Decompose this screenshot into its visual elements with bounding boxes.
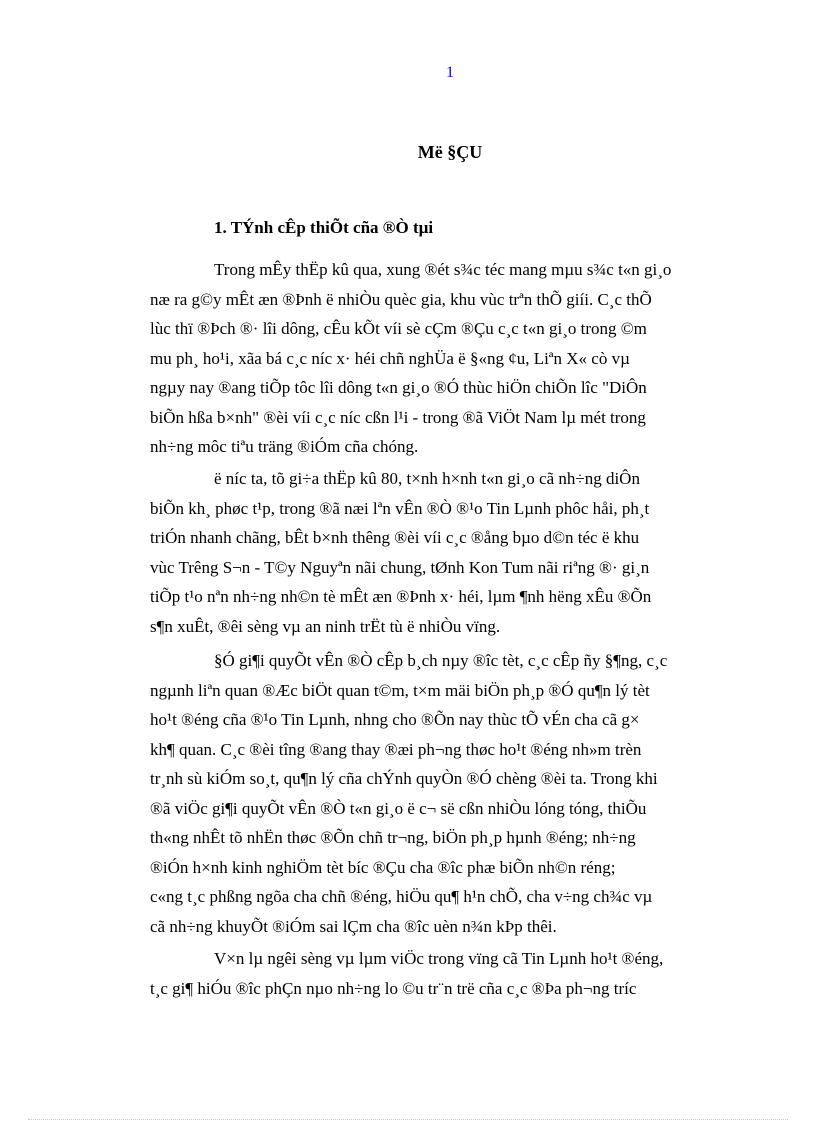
paragraph-line: c«ng t¸c phßng ngõa cha chñ ®éng, hiÖu qu¶ h¹n chÕ, cha v÷ng ch¾c vµ <box>150 887 653 906</box>
paragraph <box>150 255 740 462</box>
footer-divider <box>28 1119 788 1120</box>
paragraph-line: tiÕp t¹o nªn nh÷ng nh©n tè mÊt æn ®Þnh x· héi, lµm ¶nh hëng xÊu ®Õn <box>150 587 652 606</box>
paragraph <box>150 646 740 941</box>
paragraph-line: vùc Trêng S¬n - T©y Nguyªn nãi chung, tØnh Kon Tum nãi riªng ®· gi¸n <box>150 557 650 577</box>
paragraph-line: §Ó gi¶i quyÕt vÊn ®Ò cÊp b¸ch nµy ®îc tèt, c¸c cÊp ñy §¶ng, c¸c <box>214 651 668 670</box>
paragraph-line: ngµy nay ®ang tiÕp tôc lîi dông t«n gi¸o ®Ó thùc hiÖn chiÕn lîc "DiÔn <box>150 378 647 397</box>
paragraph-line: t¸c gi¶ hiÓu ®îc phÇn nµo nh÷ng lo ©u tr¨n trë cña c¸c ®Þa ph¬ng tríc <box>150 978 637 998</box>
paragraph-line: triÓn nhanh chãng, bÊt b×nh thêng ®èi víi c¸c ®ång bµo d©n téc ë khu <box>150 528 640 547</box>
paragraph-line: ®iÓn h×nh kinh nghiÖm tèt bíc ®Çu cha ®îc phæ biÕn nh©n réng; <box>150 857 616 877</box>
paragraph-line: cã nh÷ng khuyÕt ®iÓm sai lÇm cha ®îc uèn n¾n kÞp thêi. <box>150 916 557 936</box>
paragraph-line: th«ng nhÊt tõ nhËn thøc ®Õn chñ tr¬ng, biÖn ph¸p hµnh ®éng; nh÷ng <box>150 828 636 847</box>
paragraph-line: ho¹t ®éng cña ®¹o Tin Lµnh, nhng cho ®Õn nay thùc tÕ vÉn cha cã g× <box>150 710 640 729</box>
paragraph-line: nh÷ng môc tiªu träng ®iÓm cña chóng. <box>150 437 419 456</box>
paragraph-line: ngµnh liªn quan ®Æc biÖt quan t©m, t×m mäi biÖn ph¸p ®Ó qu¶n lý tèt <box>150 680 650 700</box>
section-title: 1. TÝnh cÊp thiÕt cña ®Ò tµi <box>214 218 434 237</box>
paragraph-line: s¶n xuÊt, ®êi sèng vµ an ninh trËt tù ë nhiÒu vïng. <box>150 616 501 636</box>
paragraph-line: biÕn kh¸ phøc t¹p, trong ®ã næi lªn vÊn ®Ò ®¹o Tin Lµnh phôc håi, ph¸t <box>150 498 650 518</box>
paragraph-line: tr¸nh sù kiÓm so¸t, qu¶n lý cña chÝnh quyÒn ®Ó chèng ®èi ta. Trong khi <box>150 769 658 788</box>
paragraph-line: næ ra g©y mÊt æn ®Þnh ë nhiÒu quèc gia, khu vùc trªn thÕ giíi. C¸c thÕ <box>150 289 652 309</box>
paragraph-line: kh¶ quan. C¸c ®èi tîng ®ang thay ®æi ph¬ng thøc ho¹t ®éng nh»m trèn <box>150 739 642 759</box>
paragraph-line: V×n lµ ngêi sèng vµ lµm viÖc trong vïng cã Tin Lµnh ho¹t ®éng, <box>214 949 664 968</box>
paragraph <box>150 464 740 641</box>
paragraph <box>150 944 740 1003</box>
paragraph-line: mu ph¸ ho¹i, xãa bá c¸c níc x· héi chñ nghÜa ë §«ng ¢u, Liªn X« cò vµ <box>150 348 630 368</box>
page-number: 1 <box>446 64 454 81</box>
document-heading: Më §ÇU <box>417 142 483 162</box>
paragraph-line: ®ã viÖc gi¶i quyÕt vÊn ®Ò t«n gi¸o ë c¬ së cßn nhiÒu lóng tóng, thiÕu <box>150 798 647 818</box>
paragraph-line: ë níc ta, tõ gi÷a thËp kû 80, t×nh h×nh t«n gi¸o cã nh÷ng diÔn <box>214 469 640 488</box>
paragraph-line: lùc thï ®Þch ®· lîi dông, cÊu kÕt víi sè cÇm ®Çu c¸c t«n gi¸o trong ©m <box>150 319 647 338</box>
paragraph-line: biÕn hßa b×nh" ®èi víi c¸c níc cßn l¹i - trong ®ã ViÖt Nam lµ mét trong <box>150 407 646 427</box>
paragraph-line: Trong mÊy thËp kû qua, xung ®ét s¾c téc mang mµu s¾c t«n gi¸o <box>214 260 672 279</box>
